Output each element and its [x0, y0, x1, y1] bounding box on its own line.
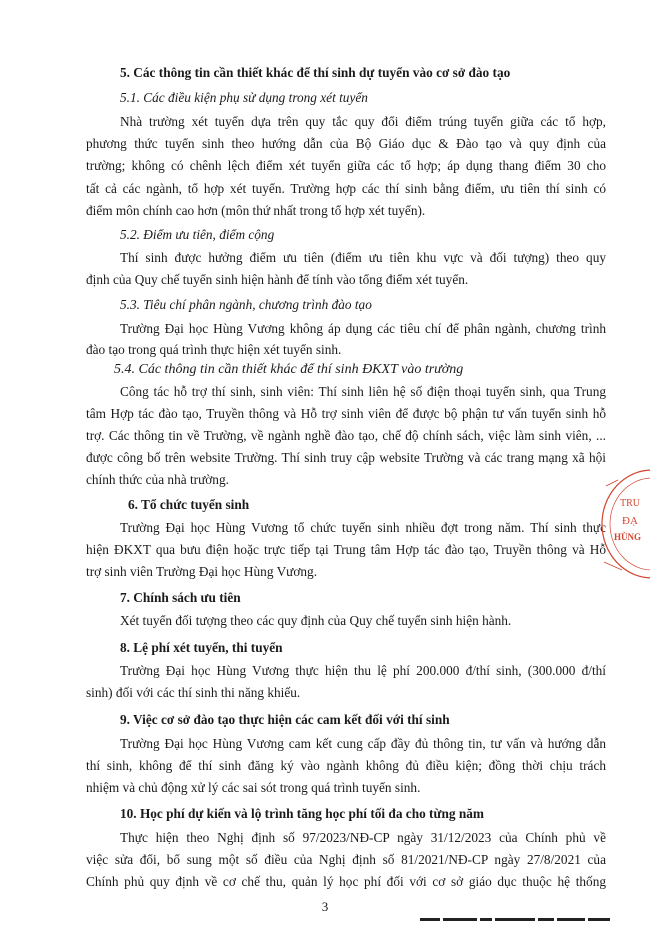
paragraph-line: Thực hiện theo Nghị định số 97/2023/NĐ-CP ngày 31/12/2023 của Chính phủ về [120, 830, 606, 845]
stamp-text: TRU [620, 498, 640, 509]
paragraph-line: chính thức của nhà trường. [86, 472, 229, 487]
paragraph-line: hiện ĐKXT qua bưu điện hoặc trực tiếp tại Trung tâm Hợp tác đào tạo, Truyền thông và Hỗ [86, 542, 606, 557]
paragraph-line: nhiệm và chủ động xử lý các sai sót trong quá trình tuyển sinh. [86, 780, 421, 795]
stamp-seal-icon [598, 466, 650, 582]
section-7-heading: 7. Chính sách ưu tiên [120, 590, 241, 605]
section-6-heading: 6. Tổ chức tuyển sinh [128, 497, 250, 512]
section-8-heading: 8. Lệ phí xét tuyển, thi tuyển [120, 640, 283, 655]
paragraph-line: trợ sinh viên Trường Đại học Hùng Vương. [86, 564, 318, 579]
paragraph-line: Xét tuyển đối tượng theo các quy định của Quy chế tuyển sinh hiện hành. [120, 613, 512, 628]
paragraph-line: trợ. Các thông tin về Trường, về ngành nghề đào tạo, chế độ chính sách, việc làm sinh viên, ... [86, 428, 606, 443]
paragraph-line: sinh) đối với các thí sinh thi năng khiếu. [86, 685, 301, 700]
paragraph-line: định của Quy chế tuyển sinh hiện hành để tính vào tổng điểm xét tuyển. [86, 272, 469, 287]
subsection-5-3-title: 5.3. Tiêu chí phân ngành, chương trình đào tạo [120, 297, 372, 312]
section-9-heading: 9. Việc cơ sở đào tạo thực hiện các cam kết đối với thí sinh [120, 712, 450, 727]
paragraph-line: tất cả các ngành, tổ hợp xét tuyển. Trường hợp các thí sinh bằng điểm, ưu tiên thí sinh có [86, 181, 606, 196]
scan-edge-artifact [420, 918, 650, 922]
page-number: 3 [321, 899, 329, 914]
paragraph-line: thí sinh, không để thí sinh đăng ký vào ngành không đủ điều kiện; đồng thời chịu trách [86, 758, 606, 773]
stamp-text: HÙNG [614, 532, 641, 542]
paragraph-line: Trường Đại học Hùng Vương thực hiện thu lệ phí 200.000 đ/thí sinh, (300.000 đ/thí [120, 663, 606, 678]
section-5-heading: 5. Các thông tin cần thiết khác để thí sinh dự tuyển vào cơ sở đào tạo [120, 65, 511, 80]
paragraph-line: trường; không có chênh lệch điểm xét tuyển giữa các tổ hợp; áp dụng thang điểm 30 cho [86, 158, 606, 173]
subsection-5-1-title: 5.1. Các điều kiện phụ sử dụng trong xét tuyển [120, 90, 368, 105]
paragraph-line: đào tạo trong quá trình thực hiện xét tuyển sinh. [86, 342, 342, 357]
paragraph-line: Trường Đại học Hùng Vương tổ chức tuyển sinh nhiều đợt trong năm. Thí sinh thực [120, 520, 606, 535]
paragraph-line: tâm Hợp tác đào tạo, Truyền thông và Hỗ trợ sinh viên để được bộ phận tư vấn tuyển sinh hỗ [86, 406, 606, 421]
paragraph-line: Công tác hỗ trợ thí sinh, sinh viên: Thí sinh liên hệ số điện thoại tuyển sinh, qua Trung [120, 384, 606, 399]
paragraph-line: Trường Đại học Hùng Vương cam kết cung cấp đầy đủ thông tin, tư vấn và hướng dẫn [120, 736, 606, 751]
stamp-text: ĐẠ [622, 515, 638, 527]
paragraph-line: việc sửa đổi, bổ sung một số điều của Nghị định số 81/2021/NĐ-CP ngày 27/8/2021 của [86, 852, 606, 867]
subsection-5-4-title: 5.4. Các thông tin cần thiết khác để thí sinh ĐKXT vào trường [114, 362, 464, 377]
paragraph-line: phương thức tuyển sinh theo hướng dẫn của Bộ Giáo dục & Đào tạo và quy định của [86, 136, 606, 151]
section-10-heading: 10. Học phí dự kiến và lộ trình tăng học phí tối đa cho từng năm [120, 806, 484, 821]
subsection-5-2-title: 5.2. Điểm ưu tiên, điểm cộng [120, 227, 275, 242]
paragraph-line: được công bố trên website Trường. Thí sinh truy cập website Trường và các trang mạng xã hội [86, 450, 606, 465]
paragraph-line: Trường Đại học Hùng Vương không áp dụng các tiêu chí để phân ngành, chương trình [120, 321, 606, 336]
paragraph-line: Thí sinh được hưởng điểm ưu tiên (điểm ưu tiên khu vực và đối tượng) theo quy [120, 250, 606, 265]
paragraph-line: điểm môn chính cao hơn (môn thứ nhất trong tổ hợp xét tuyển). [86, 203, 426, 218]
paragraph-line: Chính phủ quy định về cơ chế thu, quản lý học phí đối với cơ sở giáo dục thuộc hệ thống [86, 874, 606, 889]
paragraph-line: Nhà trường xét tuyển dựa trên quy tắc quy đổi điểm trúng tuyển giữa các tổ hợp, [120, 114, 606, 129]
